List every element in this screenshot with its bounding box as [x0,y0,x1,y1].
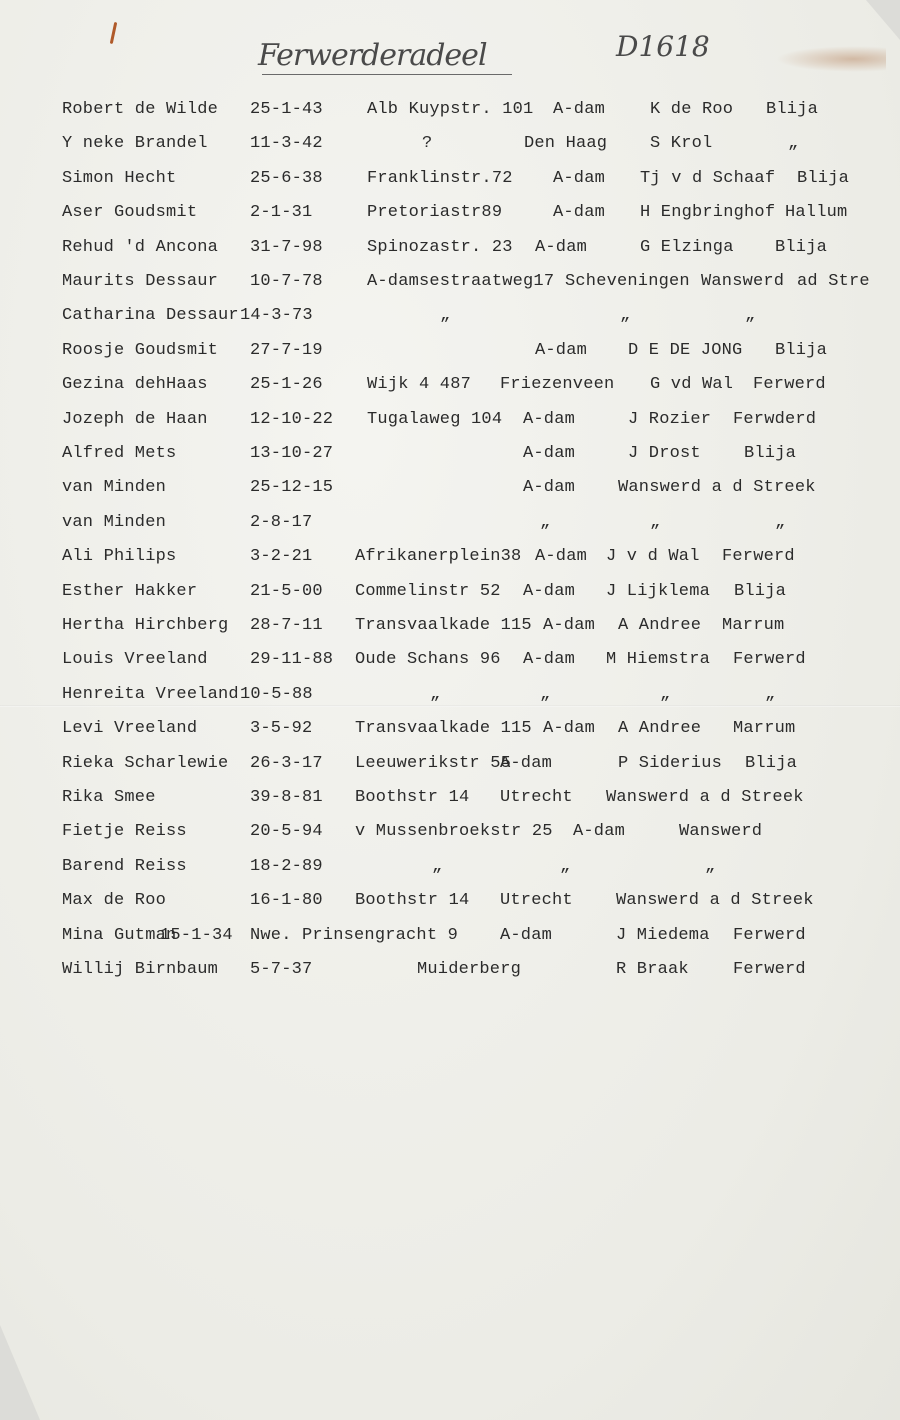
folded-corner-bottom-left [0,1325,40,1420]
entry-place: Ferwerd [733,925,806,945]
entry-name: Jozeph de Haan [62,409,208,429]
entry-place: Ferwderd [733,409,817,429]
entry-host: A Andree [618,719,702,739]
entry-date: 5-7-37 [250,960,313,979]
entry-row [0,891,900,921]
entry-host: Tj v d Schaaf [640,168,776,188]
entry-city: A-dam [523,650,576,670]
entry-address: Boothstr 14 [355,788,470,807]
entry-name: Rika Smee [62,788,156,807]
entry-host: M Hiemstra [606,650,711,670]
entry-address: Afrikanerplein38 [355,547,522,567]
entry-place: Ferwerd [722,547,795,567]
entry-place: ad Stre [797,272,870,291]
entry-place: Hallum [785,203,848,223]
entry-address: Oude Schans 96 [355,650,501,670]
entry-row [0,926,900,956]
entry-date: 14-3-73 [240,306,313,326]
entry-address: Transvaalkade 115 [355,616,532,635]
entry-row [0,960,900,990]
entry-city: A-dam [543,719,596,739]
entry-host: „ [660,684,671,704]
entry-row [0,754,900,784]
entry-row [0,547,900,577]
entry-name: Rehud 'd Ancona [62,237,219,257]
entry-name: Fietje Reiss [62,822,187,842]
entry-city: „ [560,856,571,876]
entry-host: D E DE JONG [628,340,743,360]
entry-date: 26-3-17 [250,753,323,773]
entry-city: A-dam [573,822,626,842]
entry-address: Alb Kuypstr. 101 [367,100,534,119]
entry-address: Nwe. Prinsengracht 9 [250,925,459,945]
entry-host: Wanswerd [679,822,763,842]
entry-host: J Drost [628,444,701,463]
entry-place: „ [765,684,776,704]
entry-host: Wanswerd [701,272,785,291]
entry-place: Blija [775,237,828,257]
entry-city: A-dam [500,753,553,773]
entry-address: ? [422,134,433,154]
entry-name: Levi Vreeland [62,719,198,739]
entry-address: A-damsestraatweg17 [367,272,555,291]
entry-city: Utrecht [500,891,573,911]
entry-address: Leeuwerikstr 55 [355,753,512,773]
entry-date: 10-7-78 [250,272,323,291]
entry-address: Wijk 4 487 [367,375,472,395]
entry-name: Willij Birnbaum [62,960,219,979]
entry-name: Aser Goudsmit [62,203,198,223]
entry-row [0,616,900,646]
entry-place: Blija [745,753,798,773]
entry-row [0,306,900,336]
entry-city: A-dam [553,100,606,119]
entry-name: Esther Hakker [62,581,198,601]
entry-row [0,410,900,440]
entry-row [0,169,900,199]
entry-name: Barend Reiss [62,856,187,876]
entry-date: 2-1-31 [250,203,313,223]
entry-date: 11-3-42 [250,134,323,154]
handwritten-title: Ferwerderadeel [258,38,487,73]
entry-host: S Krol [650,134,713,154]
entry-place: „ [775,512,786,532]
entry-name: Hertha Hirchberg [62,616,229,635]
entry-host: „ [705,856,716,876]
entry-place: Blija [734,581,787,601]
entry-date: 25-1-26 [250,375,323,395]
entry-row [0,650,900,680]
entry-date: 39-8-81 [250,788,323,807]
entry-host: Wanswerd a d Streek [618,478,816,498]
entry-city: A-dam [553,168,606,188]
entry-date: 10-5-88 [240,684,313,704]
entry-city: Muiderberg [417,960,522,979]
entry-place: Blija [797,168,850,188]
entry-name: van Minden [62,478,167,498]
entry-city: A-dam [500,925,553,945]
entry-address: „ [432,856,443,876]
entry-host: Wanswerd a d Streek [606,788,804,807]
entry-city: A-dam [523,409,576,429]
entry-place: Ferwerd [753,375,826,395]
entry-date: 25-12-15 [250,478,334,498]
entry-date: 3-2-21 [250,547,313,567]
entry-row [0,100,900,130]
entry-date: 25-1-43 [250,100,323,119]
entry-place: Ferwerd [733,650,806,670]
entry-host: J Rozier [628,409,712,429]
entry-row [0,788,900,818]
entry-city: Den Haag [524,134,608,154]
entry-address: Spinozastr. 23 [367,237,513,257]
entry-row [0,719,900,749]
entry-name: Maurits Dessaur [62,272,219,291]
entry-name: Henreita Vreeland [62,684,239,704]
entry-name: Roosje Goudsmit [62,340,219,360]
entry-date: 31-7-98 [250,237,323,257]
entry-name: Max de Roo [62,891,167,911]
entry-place: Blija [775,340,828,360]
entry-date: 27-7-19 [250,340,323,360]
entry-name: van Minden [62,512,167,532]
entry-name: Catharina Dessaur [62,306,239,326]
entry-date: 25-6-38 [250,168,323,188]
entry-date: 16-1-80 [250,891,323,911]
entry-place: Marrum [733,719,796,739]
entry-row [0,134,900,164]
entry-row [0,822,900,852]
entry-date: 3-5-92 [250,719,313,739]
entry-address: Franklinstr.72 [367,168,513,188]
entry-city: A-dam [535,237,588,257]
entry-date: 15-1-34 [160,925,233,945]
entry-row [0,341,900,371]
entry-host: P Siderius [618,753,723,773]
entry-row [0,478,900,508]
entry-date: 2-8-17 [250,512,313,532]
entry-city: „ [540,512,551,532]
entry-host: „ [620,306,631,326]
entry-name: Alfred Mets [62,444,177,463]
entry-host: K de Roo [650,100,734,119]
entry-row [0,375,900,405]
entry-row [0,444,900,474]
entry-address: Transvaalkade 115 [355,719,532,739]
entry-city: A-dam [523,581,576,601]
entry-place: Marrum [722,616,785,635]
entry-date: 29-11-88 [250,650,334,670]
entry-name: Gezina dehHaas [62,375,208,395]
entry-host: A Andree [618,616,702,635]
entry-name: Y neke Brandel [62,134,208,154]
entry-host: „ [650,512,661,532]
entry-row [0,857,900,887]
entry-city: A-dam [535,547,588,567]
entry-city: Scheveningen [565,272,690,291]
entry-name: Mina Gutman [62,925,177,945]
entry-host: J Miedema [616,925,710,945]
entry-address: „ [430,684,441,704]
entry-place: „ [745,306,756,326]
entry-name: Louis Vreeland [62,650,208,670]
entry-row [0,238,900,268]
entry-place: Ferwerd [733,960,806,979]
entry-host: J v d Wal [606,547,700,567]
entry-place: Blija [744,444,797,463]
entry-address: v Mussenbroekstr 25 [355,822,553,842]
entry-city: A-dam [523,478,576,498]
entry-row [0,582,900,612]
entry-row [0,272,900,302]
entry-city: „ [540,684,551,704]
entry-address: „ [440,306,451,326]
entry-host: G Elzinga [640,237,734,257]
entry-city: A-dam [535,340,588,360]
entry-address: Pretoriastr89 [367,203,503,223]
entry-row [0,513,900,543]
entry-address: Commelinstr 52 [355,581,501,601]
entry-city: Friezenveen [500,375,615,395]
entry-city: A-dam [543,616,596,635]
entry-city: A-dam [553,203,606,223]
entry-host: R Braak [616,960,689,979]
entry-date: 21-5-00 [250,581,323,601]
entry-host: G vd Wal [650,375,734,395]
entry-date: 18-2-89 [250,856,323,876]
entry-address: Tugalaweg 104 [367,409,503,429]
entry-host: Wanswerd a d Streek [616,891,814,911]
entry-city: Utrecht [500,788,573,807]
entry-place: Blija [766,100,819,119]
entry-name: Rieka Scharlewie [62,753,229,773]
entry-name: Ali Philips [62,547,177,567]
entry-row [0,203,900,233]
entry-place: „ [788,134,799,154]
entry-date: 12-10-22 [250,409,334,429]
entry-date: 20-5-94 [250,822,323,842]
entry-host: J Lijklema [606,581,711,601]
entry-name: Robert de Wilde [62,100,219,119]
entry-address: Boothstr 14 [355,891,470,911]
entry-date: 13-10-27 [250,444,334,463]
entry-host: H Engbringhof [640,203,776,223]
handwritten-archive-code: D1618 [616,30,710,63]
entry-date: 28-7-11 [250,616,323,635]
entry-row [0,685,900,715]
entry-city: A-dam [523,444,576,463]
entry-name: Simon Hecht [62,168,177,188]
